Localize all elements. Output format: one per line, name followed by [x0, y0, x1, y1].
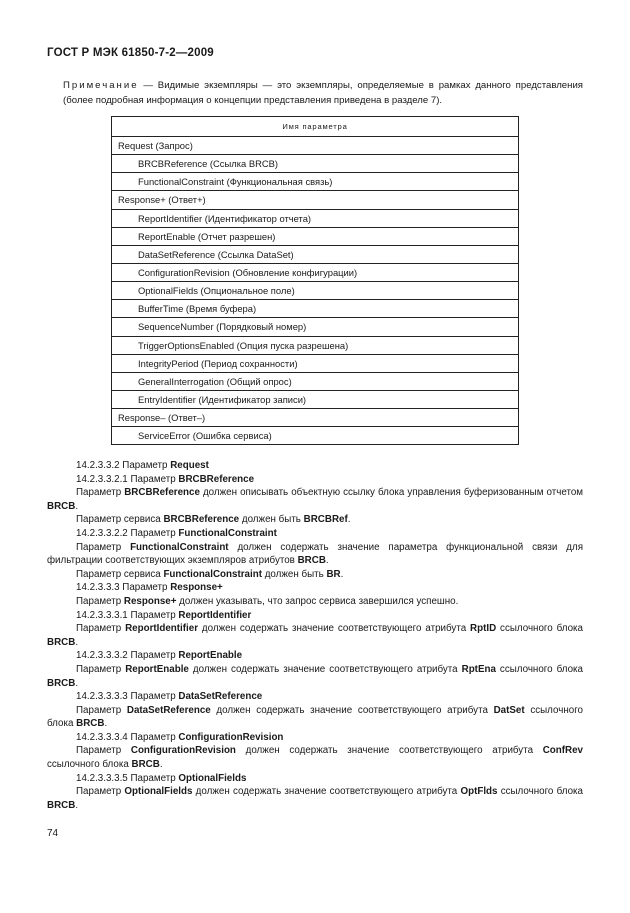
parameter-name: ConfigurationRevision	[130, 745, 236, 757]
parameter-name: Response+	[123, 595, 177, 607]
table-row	[112, 263, 519, 281]
paragraph-text: должен быть	[261, 568, 327, 580]
parameter-name: FunctionalConstraint	[163, 568, 262, 580]
table-header-cell: Имя параметра	[112, 117, 519, 137]
table-row	[112, 227, 519, 245]
parameter-name-cell: ReportEnable (Отчет разрешен)	[112, 227, 519, 245]
table-row	[112, 282, 519, 300]
paragraph-text: Параметр	[76, 595, 124, 607]
paragraph-text: Параметр	[76, 704, 127, 716]
paragraph-text: 14.2.3.3.2.2 Параметр	[76, 527, 179, 539]
note-paragraph	[63, 79, 583, 108]
paragraph-text: Параметр	[76, 663, 126, 675]
paragraph-text: 14.2.3.3.2 Параметр	[76, 460, 171, 471]
body-paragraph	[47, 622, 583, 649]
body-paragraph	[47, 595, 583, 609]
paragraph-text: Параметр	[76, 541, 131, 553]
parameter-name-cell: Request (Запрос)	[112, 137, 519, 155]
parameter-name-cell: IntegrityPeriod (Период сохранности)	[112, 354, 519, 372]
parameter-name-cell: EntryIdentifier (Идентификатор записи)	[112, 390, 519, 408]
table-row	[112, 300, 519, 318]
parameter-name: BRCBReference	[178, 473, 255, 485]
body-paragraph	[47, 568, 583, 582]
table-header-row	[112, 117, 519, 137]
parameter-name: DatSet	[493, 704, 525, 716]
parameter-name: DataSetReference	[126, 704, 211, 716]
table-row	[112, 173, 519, 191]
parameter-name: OptionalFields	[124, 786, 193, 798]
parameter-name: BRCB	[131, 759, 160, 771]
parameter-name: BR	[326, 568, 341, 580]
paragraph-text: должен содержать значение соответствующего атрибута	[188, 663, 462, 675]
paragraph-text: должен содержать значение соответствующего атрибута	[210, 704, 494, 716]
body-paragraph	[47, 609, 583, 623]
parameter-name: FunctionalConstraint	[130, 541, 229, 553]
table-row	[112, 191, 519, 209]
table-row	[112, 409, 519, 427]
parameter-name-cell: OptionalFields (Опциональное поле)	[112, 282, 519, 300]
paragraph-text: Параметр сервиса	[76, 514, 164, 526]
parameter-name: Request	[170, 460, 209, 471]
paragraph-text: должен содержать значение соответствующего атрибута	[192, 786, 461, 798]
paragraph-text: 14.2.3.3.3.1 Параметр	[76, 609, 179, 621]
parameter-name: ConfRev	[542, 745, 583, 757]
parameter-name: BRCB	[47, 500, 76, 512]
table-row	[112, 155, 519, 173]
parameter-name: BRCB	[47, 677, 76, 689]
parameter-name-cell: Response+ (Ответ+)	[112, 191, 519, 209]
paragraph-text: Параметр	[76, 786, 125, 798]
parameter-name: BRCBReference	[124, 487, 200, 499]
parameter-name-cell: BufferTime (Время буфера)	[112, 300, 519, 318]
body-paragraph	[47, 663, 583, 690]
table-row	[112, 390, 519, 408]
body-paragraph	[47, 785, 583, 812]
document-header: ГОСТ Р МЭК 61850-7-2—2009	[47, 47, 214, 59]
parameter-name: ReportEnable	[125, 663, 189, 675]
page-number: 74	[47, 828, 59, 839]
paragraph-text: .	[340, 568, 344, 580]
parameter-name: BRCB	[47, 636, 76, 648]
parameter-name: BRCBRef	[303, 514, 348, 526]
parameter-name-cell: TriggerOptionsEnabled (Опция пуска разрешена)	[112, 336, 519, 354]
parameter-name: BRCB	[47, 799, 76, 811]
parameter-name-cell: FunctionalConstraint (Функциональная связь)	[112, 173, 519, 191]
parameter-name-cell: ServiceError (Ошибка сервиса)	[112, 427, 519, 445]
body-paragraph	[47, 581, 583, 595]
table-body	[112, 137, 519, 445]
body-paragraph	[47, 459, 583, 473]
parameter-name-cell: BRCBReference (Ссылка BRCB)	[112, 155, 519, 173]
note-lead: Примечание	[63, 80, 139, 91]
body-paragraph	[47, 527, 583, 541]
paragraph-text: .	[75, 636, 79, 648]
paragraph-text: 14.2.3.3.3.2 Параметр	[76, 650, 179, 662]
paragraph-text: .	[75, 677, 79, 689]
body-paragraph	[47, 649, 583, 663]
paragraph-text: Параметр	[76, 623, 126, 635]
parameter-name-cell: GeneralInterrogation (Общий опрос)	[112, 372, 519, 390]
body-paragraph	[47, 541, 583, 568]
body-paragraph	[47, 772, 583, 786]
paragraph-text: .	[159, 759, 163, 771]
paragraph-text: 14.2.3.3.3.5 Параметр	[76, 772, 179, 784]
paragraph-text: 14.2.3.3.3 Параметр	[76, 582, 171, 594]
body-paragraph	[47, 473, 583, 487]
parameter-table	[111, 116, 519, 445]
paragraph-text: Параметр	[76, 487, 125, 499]
paragraph-text: должен указывать, что запрос сервиса завершился успешно.	[176, 595, 459, 607]
parameter-name-cell: DataSetReference (Ссылка DataSet)	[112, 245, 519, 263]
parameter-name: RptID	[470, 623, 497, 635]
paragraph-text: должен описывать объектную ссылку блока управления буферизованным отчетом	[199, 487, 584, 499]
paragraph-text: .	[75, 500, 79, 512]
body-paragraph	[47, 731, 583, 745]
paragraph-text: должен содержать значение параметра функциональной связи для фильтрации соответствующих экземпляров атрибутов	[47, 541, 583, 567]
paragraph-text: 14.2.3.3.3.3 Параметр	[76, 691, 179, 703]
paragraph-text: должен содержать значение соответствующего атрибута	[235, 745, 543, 757]
parameter-name: BRCB	[297, 555, 326, 567]
parameter-name: BRCBReference	[163, 514, 240, 526]
parameter-name: ConfigurationRevision	[178, 731, 284, 743]
paragraph-text: ссылочного блока	[47, 759, 132, 771]
paragraph-text: 14.2.3.3.2.1 Параметр	[76, 473, 179, 485]
body-text	[47, 459, 583, 812]
parameter-name: ReportIdentifier	[178, 609, 252, 621]
table-row	[112, 372, 519, 390]
parameter-name-cell: ReportIdentifier (Идентификатор отчета)	[112, 209, 519, 227]
parameter-name-cell: Response– (Ответ–)	[112, 409, 519, 427]
paragraph-text: ссылочного блока	[495, 663, 583, 675]
parameter-name: OptionalFields	[178, 772, 247, 784]
table-row	[112, 427, 519, 445]
paragraph-text: .	[325, 555, 329, 567]
body-paragraph	[47, 744, 583, 771]
parameter-name: BRCB	[76, 718, 105, 730]
table-row	[112, 245, 519, 263]
paragraph-text: должен быть	[239, 514, 304, 526]
table-row	[112, 209, 519, 227]
paragraph-text: должен содержать значение соответствующего атрибута	[198, 623, 471, 635]
parameter-name: Response+	[170, 582, 223, 594]
paragraph-text: ссылочного блока	[497, 786, 583, 798]
body-paragraph	[47, 513, 583, 527]
table-row	[112, 336, 519, 354]
parameter-name: DataSetReference	[178, 691, 263, 703]
parameter-name-cell: ConfigurationRevision (Обновление конфигурации)	[112, 263, 519, 281]
paragraph-text: ссылочного блока	[47, 704, 584, 730]
paragraph-text: ссылочного блока	[496, 623, 583, 635]
note-text: — Видимые экземпляры — это экземпляры, определяемые в рамках данного представления (более подробная информация о концепции представления приведена в разделе 7).	[63, 80, 583, 106]
parameter-name: FunctionalConstraint	[178, 527, 277, 539]
parameter-name: ReportIdentifier	[125, 623, 199, 635]
paragraph-text: .	[75, 799, 79, 811]
table-row	[112, 137, 519, 155]
paragraph-text: .	[104, 718, 108, 730]
paragraph-text: .	[347, 514, 351, 526]
body-paragraph	[47, 690, 583, 704]
parameter-name: ReportEnable	[178, 650, 243, 662]
paragraph-text: 14.2.3.3.3.4 Параметр	[76, 731, 179, 743]
body-paragraph	[47, 704, 583, 731]
parameter-name-cell: SequenceNumber (Порядковый номер)	[112, 318, 519, 336]
table-row	[112, 354, 519, 372]
paragraph-text: Параметр	[76, 745, 131, 757]
body-paragraph	[47, 486, 583, 513]
table-row	[112, 318, 519, 336]
parameter-name: OptFlds	[460, 786, 498, 798]
paragraph-text: Параметр сервиса	[76, 568, 164, 580]
parameter-name: RptEna	[461, 663, 496, 675]
